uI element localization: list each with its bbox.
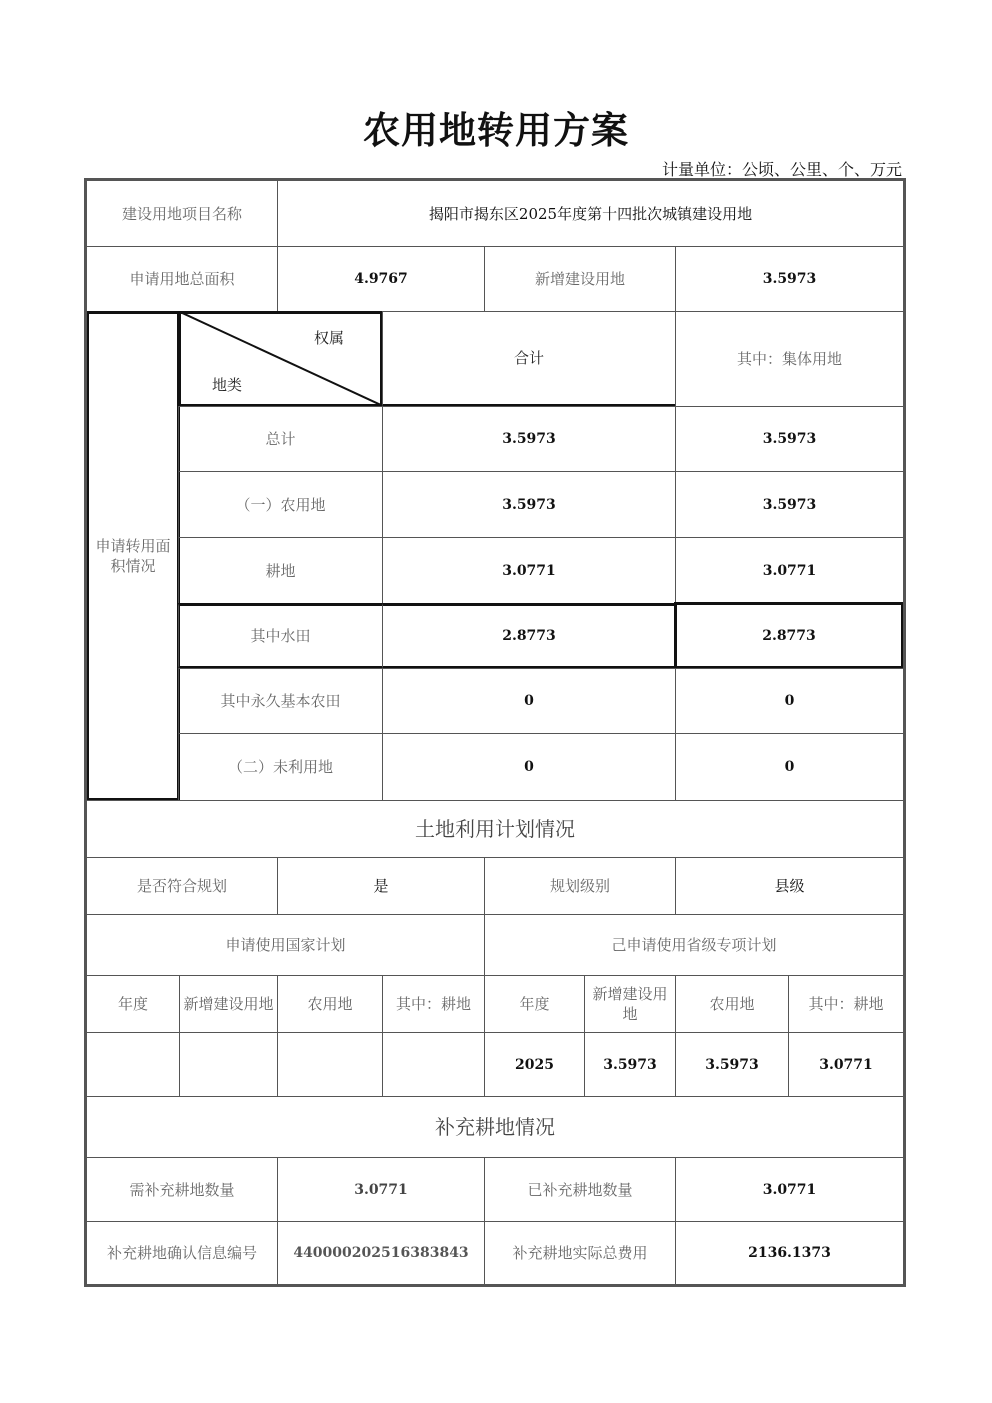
plan-value: 3.5973 (675, 1032, 789, 1097)
done-supplement-value: 3.0771 (675, 1157, 904, 1222)
row-collective: 3.5973 (675, 406, 904, 472)
col-collective-header: 其中：集体用地 (675, 311, 904, 407)
plan-value (277, 1032, 383, 1097)
new-construction-label: 新增建设用地 (484, 246, 676, 312)
total-cost-label: 补充耕地实际总费用 (484, 1221, 676, 1285)
plan-col-header: 其中：耕地 (788, 975, 904, 1033)
row-label: 其中水田 (178, 603, 383, 669)
need-supplement-value: 3.0771 (277, 1157, 485, 1222)
col-total-header: 合计 (382, 311, 676, 407)
conform-value: 是 (277, 857, 485, 915)
row-collective: 0 (675, 668, 904, 734)
new-construction-value: 3.5973 (675, 246, 904, 312)
plan-col-header: 新增建设用地 (584, 975, 676, 1033)
row-total: 2.8773 (382, 603, 676, 669)
provincial-plan-label: 己申请使用省级专项计划 (484, 914, 904, 976)
project-name-value: 揭阳市揭东区2025年度第十四批次城镇建设用地 (277, 180, 904, 247)
row-label: 耕地 (178, 537, 383, 604)
done-supplement-label: 已补充耕地数量 (484, 1157, 676, 1222)
row-label: （一）农用地 (178, 471, 383, 538)
plan-value (382, 1032, 485, 1097)
header-ownership: 权属 (314, 329, 345, 347)
row-collective: 0 (675, 733, 904, 801)
conversion-section-label: 申请转用面积情况 (86, 311, 180, 801)
total-area-value: 4.9767 (277, 246, 485, 312)
total-area-label: 申请用地总面积 (86, 246, 278, 312)
national-plan-label: 申请使用国家计划 (86, 914, 485, 976)
project-name-label: 建设用地项目名称 (86, 180, 278, 247)
level-value: 县级 (675, 857, 904, 915)
plan-col-header: 其中：耕地 (382, 975, 485, 1033)
plan-section-title: 土地利用计划情况 (86, 800, 904, 858)
header-landtype: 地类 (212, 376, 243, 394)
row-total: 3.5973 (382, 471, 676, 538)
row-total: 0 (382, 668, 676, 734)
supplement-section-title: 补充耕地情况 (86, 1096, 904, 1158)
plan-col-header: 新增建设用地 (179, 975, 278, 1033)
row-total: 3.5973 (382, 406, 676, 472)
conform-label: 是否符合规划 (86, 857, 278, 915)
plan-value: 2025 (484, 1032, 585, 1097)
diagonal-header-line (178, 311, 383, 406)
confirm-id-label: 补充耕地确认信息编号 (86, 1221, 278, 1285)
plan-col-header: 年度 (484, 975, 585, 1033)
plan-value (179, 1032, 278, 1097)
level-label: 规划级别 (484, 857, 676, 915)
plan-value (86, 1032, 180, 1097)
confirm-id-value: 440000202516383843 (277, 1221, 485, 1285)
row-label: （二）未利用地 (178, 733, 383, 801)
row-collective: 3.0771 (675, 537, 904, 604)
need-supplement-label: 需补充耕地数量 (86, 1157, 278, 1222)
row-collective: 3.5973 (675, 471, 904, 538)
plan-col-header: 年度 (86, 975, 180, 1033)
page-title: 农用地转用方案 (363, 108, 629, 152)
row-collective: 2.8773 (674, 602, 904, 669)
row-label: 总计 (178, 406, 383, 472)
total-cost-value: 2136.1373 (675, 1221, 904, 1285)
row-total: 3.0771 (382, 537, 676, 604)
row-total: 0 (382, 733, 676, 801)
plan-col-header: 农用地 (675, 975, 789, 1033)
plan-value: 3.0771 (788, 1032, 904, 1097)
unit-note: 计量单位：公顷、公里、个、万元 (661, 160, 902, 179)
row-label: 其中永久基本农田 (178, 668, 383, 734)
plan-value: 3.5973 (584, 1032, 676, 1097)
plan-col-header: 农用地 (277, 975, 383, 1033)
